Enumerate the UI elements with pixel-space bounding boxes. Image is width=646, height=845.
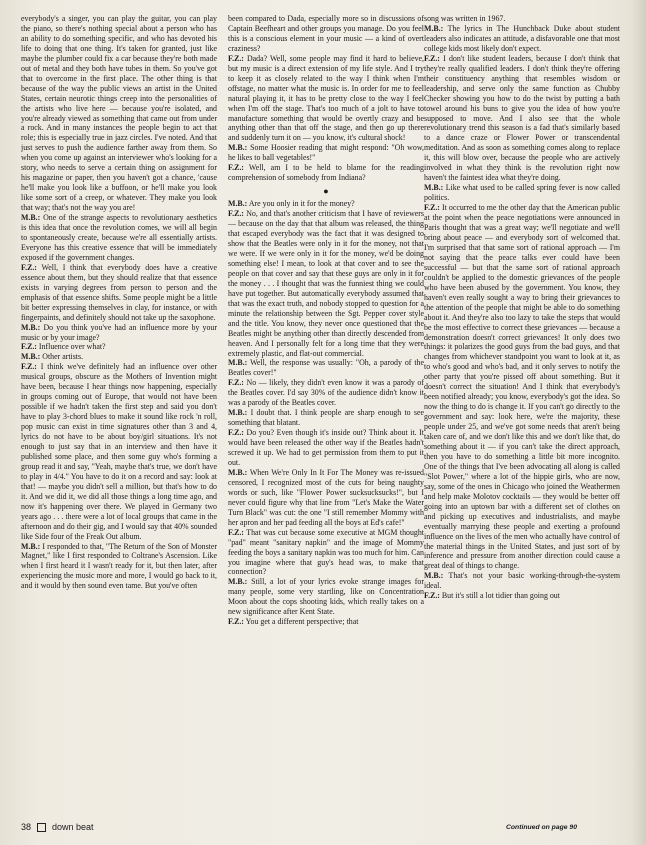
- paragraph: [228, 408, 424, 428]
- paragraph-text: The lyrics in The Hunchback Duke about student leaders also indicates an attitude, a disfavorable one that most college kids most likely don't expect.: [424, 23, 620, 53]
- paragraph-text: Well, I think that everybody does have a creative essence about them, but they should realize that that essence exists in varying degrees from person to person and the emphasis of that essence shifts. Some people might be a little bit better expressing themselves in clay, for instance, or with fingerpaints, and definitely should not take up the saxophone.: [21, 262, 217, 322]
- page-folio: [21, 822, 94, 832]
- paragraph-text: I responded to that, "The Return of the Son of Monster Magnet," like I first responded to Coltrane's Ascension. Like when I first heard it I wasn't ready for it, but then later, after experiencing the music more and more, I would go back to it, and it would by then sound even tame. But you've often: [21, 541, 217, 591]
- paragraph-text: I think we've definitely had an influence over other musical groups, obscure as the Mothers of Invention might have been, because I hear things now happening, especially in groups coming out of Europe, that would not have been possible if we hadn't taken the first step and said you don't have to play 3-chord blues to make it sound like rock 'n roll, pop music can exist in time signatures other than 3 and 4, lyrics do not have to be about boy/girl situations. It's not enough to just say that in an interview and then have it published some place, and then some guy who's forming a group read it and say, "Yeah, maybe that's true, we don't have to play in 4/4." You have to do it on a record and say: look at that! — maybe you didn't sell a million, but that's how to do it. And we did it, we did all those things a long time ago, and now it's happening over there. We played in Germany two years ago . . . there were a lot of local groups that came in the afternoon and do their gig, and I would say that 40% sounded like Side four of the Freak Out album.: [21, 362, 217, 541]
- speaker-label: M.B.:: [228, 143, 248, 153]
- speaker-label: M.B.:: [21, 213, 41, 223]
- page-number: 38: [21, 822, 32, 832]
- paragraph-text: One of the strange aspects to revolutionary aesthetics is this idea that once the revolution comes, we will all begin to spontaneously create, because we're all essentially artists. Everyone has this creative essence that will be immediately exposed if the government changes.: [21, 213, 217, 262]
- paragraph-text: Do you think you've had an influence more by your music or by your image?: [21, 322, 217, 342]
- speaker-label: M.B.:: [21, 352, 41, 362]
- speaker-label: F.Z.:: [228, 378, 244, 388]
- speaker-label: M.B.:: [228, 467, 248, 477]
- paragraph: [228, 358, 424, 378]
- paragraph-text: Well, the response was usually: "Oh, a parody of the Beatles cover!": [228, 358, 424, 378]
- speaker-label: F.Z.:: [228, 428, 244, 438]
- paragraph: [21, 263, 217, 323]
- speaker-label: F.Z.:: [228, 209, 244, 219]
- speaker-label: M.B.:: [228, 408, 248, 418]
- speaker-label: F.Z.:: [21, 362, 37, 372]
- continued-notice: Continued on page 90: [506, 824, 577, 831]
- paragraph: [424, 54, 620, 183]
- paragraph: [228, 528, 424, 578]
- speaker-label: F.Z.:: [228, 53, 244, 63]
- paragraph: [228, 428, 424, 468]
- paragraph-text: No — likely, they didn't even know it was a parody of the Beatles cover. I'd say 30% of the audience didn't know it was a parody of the Beatles cover.: [228, 378, 424, 408]
- paragraph: [21, 362, 217, 541]
- paragraph-text: Well, am I to be held to blame for the reading comprehension of somebody from Indiana?: [228, 163, 424, 183]
- text-column-3: [424, 14, 620, 814]
- paragraph-text: song was written in 1967.: [424, 14, 506, 23]
- paragraph: [424, 591, 620, 601]
- publication-name: down beat: [52, 822, 94, 832]
- paragraph-text: You get a different perspective; that: [245, 617, 359, 627]
- speaker-label: M.B.:: [228, 358, 248, 368]
- speaker-label: M.B.:: [21, 541, 41, 551]
- paragraph-text: Still, a lot of your lyrics evoke strange images for many people, some very startling, like on Concentration Moon about the cops shooting kids, which really takes on a new significance after Kent State.: [228, 577, 424, 617]
- paragraph: [228, 577, 424, 617]
- paragraph: [21, 213, 217, 263]
- paragraph: [228, 378, 424, 408]
- section-divider-dot: ●: [323, 186, 329, 197]
- paragraph-text: Other artists.: [42, 352, 84, 362]
- speaker-label: F.Z.:: [21, 262, 37, 272]
- paragraph: [21, 342, 217, 352]
- paragraph-text: That was cut because some executive at MGM thought "pad" meant "sanitary napkin" and the image of Mommy feeding the boys a sanitary napkin was too much for him. Can you imagine where that guy's head was, to make that connection?: [228, 527, 424, 577]
- paragraph-text: everybody's a singer, you can play the guitar, you can play the piano, so there's nothing special about a person who has an ability to do something specific, and who has devoted his life to doing that one thing. It's taken for granted, just like maybe the plumber could fix a car because they're both made out of metal and they both have tubes in them. So you've got that to overcome in the first place. The other thing is that because of the way the public views an artist in the United States, certain neurotic things creep into the personalities of the artists who live here — because you're isolated, and you're already viewed as something that came out from under a rock. And in many instances the people begin to act that role; this is especially true in jazz circles. I've noted. And that just serves to push the audience farther away from them. So when you come up against an interviewer who's looking for a story, who needs to serve a certain thing on assignment for his magazine or paper, then you haven't got a chance, 'cause he'll make you look like a buffoon, or he'll make you look like some sort of a creep, or whatever. They make you look that way; that's not the way you are!: [21, 14, 217, 213]
- paragraph-text: No, and that's another criticism that I have of reviewers — because on the day that that album was released, the thing that escaped everybody was the fact that it was designed to show that the Beatles were only in it for the money, not that we were. If we were only in it for the money, we'd be doing something else! I mean, to look at that cover and to see the people on that cover and say that these guys are only in it for the money . . . I thought that was the funniest thing we could have put together. But automatically everybody assumed that that was the exact truth, and nobody stopped to question for a minute the relationship between the Sgt. Pepper cover style and the title. You know, they never once questioned that the Beatles might be anything other than directly descended from heaven. And I personally felt for a long time that they were extremely plastic, and flat-out commercial.: [228, 209, 424, 358]
- speaker-label: F.Z.:: [228, 617, 244, 627]
- speaker-label: F.Z.:: [21, 342, 37, 352]
- speaker-label: M.B.:: [228, 577, 248, 587]
- box-glyph-icon: [37, 823, 46, 832]
- paragraph-text: Some Hoosier reading that might respond: "Oh wow, he likes to ball vegetables!": [228, 143, 424, 163]
- paragraph: [228, 209, 424, 358]
- paragraph: [228, 199, 424, 209]
- speaker-label: M.B.:: [424, 23, 444, 33]
- text-column-1: [21, 14, 217, 814]
- speaker-label: F.Z.:: [228, 527, 244, 537]
- paragraph: [424, 571, 620, 591]
- speaker-label: F.Z.:: [424, 53, 440, 63]
- paragraph-text: Influence over what?: [38, 342, 106, 352]
- paragraph: [424, 14, 620, 24]
- speaker-label: F.Z.:: [424, 203, 440, 213]
- paragraph: [228, 54, 424, 144]
- paragraph: [21, 542, 217, 592]
- paragraph-text: been compared to Dada, especially more so in discussions of Captain Beefheart and other groups you manage. Do you feel this is a conscious element in your music — a kind of overt craziness?: [228, 14, 424, 53]
- paragraph-text: It occurred to me the other day that the American public at the point when the peace negotiations were announced in Paris thought that was a great way; we'll negotiate and we'll bring about peace — and everybody sort of welcomed that. I'm surprised that that same sort of rational approach — I'm not saying that the peace talks ever could have been successful — but that the same sort of rational approach couldn't be applied to the domestic grievances of the people who have been abused by the government. You know, they haven't even really sought a way to bring their grievances to the attention of the people that might be able to do something about it. And they're also too lazy to take the steps that would be the most effective to correct these grievances — because a demonstration doesn't correct grievances! It only does two things: it polarizes the good guys from the bad guys, and that changes from whichever standpoint you want to look at it, as to who's good and who's bad, and it only serves to notify the other party that you're pissed off about something. But it doesn't correct the situation! And I think that everybody's been notified already; you know, everybody's got the idea. So now the thing to do is change it. If you can't go directly to the government and say: look here, we're the majority, these people under 25, and we've got some needs that aren't being taken care of, and we don't like this and we don't like that, do something about it — if you can't take the direct approach, then you have to do something a little bit more incognito. One of the things that I've been advocating all along is called "Slot Power," where a lot of the hippie girls, who are now, say, some of the ones in Chicago who joined the Weathermen and help make Molotov cocktails — they would be better off going into an uptown bar with a different set of clothes on and picking up executives and industrialists, and maybe eventually marrying these people and exerting a profound influence on the lives of the men who actually have control of the material things in the United States, and just sort of by inference and pressure from another direction could cause a great deal of things to change.: [424, 203, 620, 571]
- speaker-label: F.Z.:: [228, 163, 244, 173]
- page-edge-shadow: [632, 0, 646, 845]
- paragraph-text: Do you? Even though it's inside out? Think about it. It would have been released the other way if the Beatles hadn't screwed it up. We had to get permission from them to put it out.: [228, 428, 424, 467]
- paragraph: [228, 143, 424, 163]
- paragraph: [424, 203, 620, 571]
- speaker-label: M.B.:: [424, 183, 444, 193]
- paragraph-text: Are you only in it for the money?: [248, 199, 355, 209]
- paragraph: [21, 352, 217, 362]
- speaker-label: F.Z.:: [424, 591, 440, 601]
- speaker-label: M.B.:: [228, 199, 248, 209]
- paragraph-text: Like what used to be called spring fever is now called politics.: [424, 183, 620, 203]
- paragraph: [228, 617, 424, 627]
- paragraph-text: When We're Only In It For The Money was re-issued censored, I recognized most of the cuts for being naughty words or such, like "Flower Power sucksucksucks!", but I never could figure why that line from "Let's Make the Water Turn Black" was cut: the one "I still remember Mommy with her apron and her pad feeding all the boys at Ed's cafe!": [228, 467, 424, 527]
- paragraph-text: I don't like student leaders, because I don't think that they're really qualified leaders. I don't think they're offering their constituency anything that resembles wisdom or leadership, and serve only the same function as Chubby Checker showing you how to do the twist by putting a bath towel around his buns to give you the idea of how you're supposed to move. And I also see that the whole revolutionary trend this season is a fad that's similarly based to a dance craze or Flower Power or transcendental meditation. And as soon as something comes along to replace it, this will blow over, because the people who are actively involved in what they think is the revolution right now haven't the faintest idea what they're doing.: [424, 53, 620, 183]
- paragraph: [424, 24, 620, 54]
- paragraph: [424, 183, 620, 203]
- paragraph: [21, 323, 217, 343]
- speaker-label: M.B.:: [424, 571, 444, 581]
- paragraph: [21, 14, 217, 213]
- paragraph-text: I doubt that. I think people are sharp enough to see something that blatant.: [228, 408, 424, 428]
- paragraph-text: But it's still a lot tidier than going out: [441, 591, 560, 601]
- paragraph: [228, 163, 424, 183]
- paragraph-text: Dada? Well, some people may find it hard to believe, but my music is a direct extension of my life style. And I try to keep it as closely related to the way I think when I'm offstage, no matter what the music is. In order for me to feel natural playing it, it has to be pretty close to the way I feel when I'm off the stage. That's too much of a jolt to have to manufacture something that would be overtly crazy and be anything other than that off the stage, and then go up there and suddenly turn it on — you know, it's cultural shock!: [228, 53, 424, 143]
- text-column-2: [228, 14, 424, 814]
- paragraph-text: That's not your basic working-through-the-system ideal.: [424, 571, 620, 591]
- speaker-label: M.B.:: [21, 322, 41, 332]
- paragraph: [228, 14, 424, 54]
- paragraph: [228, 468, 424, 528]
